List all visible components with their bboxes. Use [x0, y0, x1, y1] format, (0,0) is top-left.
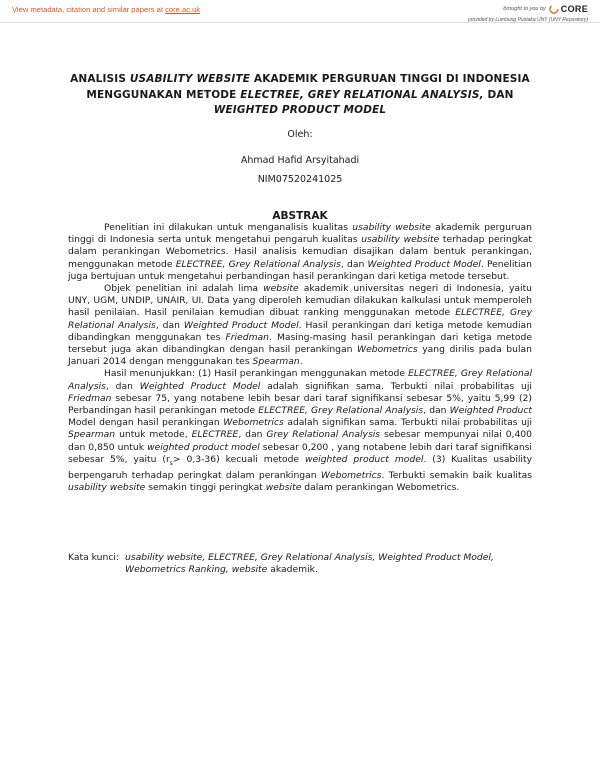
title-part: DAN — [483, 88, 514, 101]
abstract-paragraph-1: Penelitian ini dilakukan untuk menganalisis kualitas usability website akademik perguruan tinggi di Indonesia serta untuk mengetahui pengaruh kualitas usability website terhadap peringkat dalam perankingan Webometrics. Hasil analisis kemudian disajikan dalam bentuk perankingan, menggunakan metode ELECTREE, Grey Relational Analysis, dan Weighted Product Model. Penelitian juga bertujuan untuk mengetahui perbandingan hasil perankingan dari ketiga metode tersebut. — [68, 222, 532, 282]
keywords — [68, 552, 532, 576]
oleh-label: Oleh: — [287, 129, 313, 140]
core-link-prefix: View metadata, citation and similar papers at — [12, 5, 166, 14]
title-part: ELECTREE, GREY RELATIONAL ANALYSIS, — [240, 88, 484, 101]
core-brand: CORE — [560, 4, 588, 14]
abstract-body — [68, 222, 532, 494]
paper-title — [60, 72, 540, 119]
brought-text: brought to you by — [503, 6, 546, 12]
title-part: USABILITY WEBSITE — [129, 73, 251, 85]
core-link-domain: core.ac.uk — [165, 5, 201, 14]
provided-by — [468, 17, 588, 23]
core-logo[interactable] — [549, 4, 588, 14]
student-id: NIM07520241025 — [257, 174, 343, 185]
title-part: AKADEMIK PERGURUAN TINGGI DI INDONESIA MENGGUNAKAN METODE — [86, 73, 530, 101]
abstract-heading: ABSTRAK — [272, 210, 328, 222]
abstract-paragraph-3: Hasil menunjukkan: (1) Hasil perankingan menggunakan metode ELECTREE, Grey Relational Analysis, dan Weighted Product Model adalah signifikan sama. Terbukti nilai probabilitas uji Friedman sebesar 75, yang notabene lebih besar dari taraf signifikansi sebesar 5%, yaitu 5,99 (2) Perbandingan hasil perankingan metode ELECTREE, Grey Relational Analysis, dan Weighted Product Model dengan hasil perankingan Webometrics adalah signifikan sama. Terbukti nilai probabilitas uji Spearman untuk metode, ELECTREE, dan Grey Relational Analysis sebesar mempunyai nilai 0,400 dan 0,850 untuk weighted product model sebesar 0,200 , yang notabene lebih dari taraf signifikansi sebesar 5%, yaitu $(r_s> 0,3-36)$ kecuali metode weighted product model. (3) Kualitas usability berpengaruh terhadap peringkat dalam perankingan Webometrics. Terbukti semakin baik kualitas usability website semakin tinggi peringkat website dalam perankingan Webometrics. — [68, 368, 533, 494]
title-part: WEIGHTED PRODUCT MODEL — [213, 104, 387, 116]
core-metadata-link[interactable] — [12, 5, 200, 14]
keywords-label: Kata kunci: — [68, 552, 120, 563]
keywords-list: usability website, ELECTREE, Grey Relational Analysis, Weighted Product Model, Webometrics Ranking, website akademik. — [125, 552, 494, 576]
abstract-paragraph-2: Objek penelitian ini adalah lima website akademik universitas negeri di Indonesia, yaitu UNY, UGM, UNDIP, UNAIR, UI. Data yang diperoleh kemudian dilakukan kalkulasi untuk memperoleh hasil penilaian. Hasil penilaian kemudian dibuat ranking menggunakan metode ELECTREE, Grey Relational Analysis, dan Weighted Product Model. Hasil perankingan dari ketiga metode kemudian dibandingkan menggunakan tes Friedman. Masing-masing hasil perankingan dari ketiga metode tersebut juga akan dibandingkan dengan hasil perankingan Webometrics yang dirilis pada bulan Januari 2014 dengan menggunakan tes Spearman. — [68, 283, 533, 368]
core-header-bar — [0, 0, 600, 23]
author-name: Ahmad Hafid Arsyitahadi — [240, 155, 360, 166]
title-part: ANALISIS — [70, 73, 130, 85]
provided-source: Lumbung Pustaka UNY (UNY Repository) — [495, 17, 588, 23]
provided-prefix: provided by — [468, 17, 494, 23]
core-logo-icon — [549, 4, 559, 14]
brought-to-you — [503, 4, 588, 14]
